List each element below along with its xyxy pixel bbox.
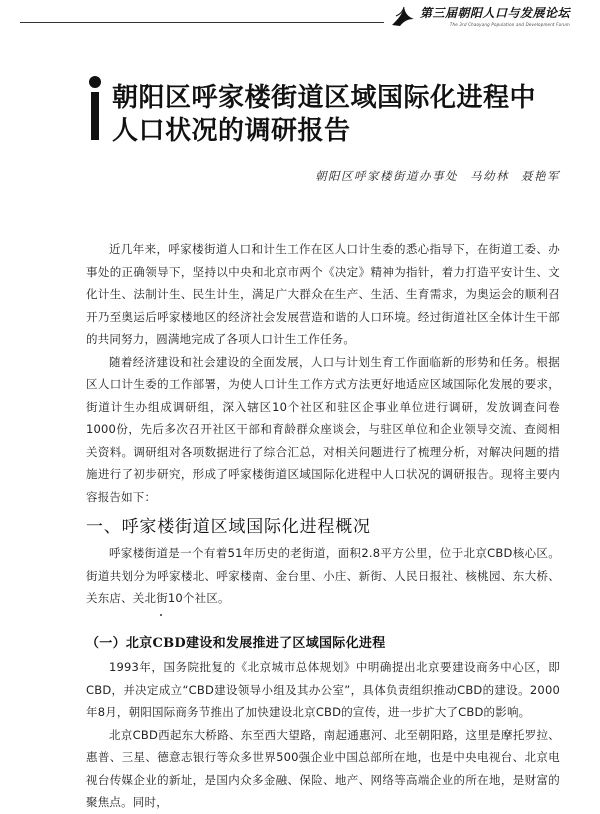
subsection-1-body <box>86 656 560 814</box>
author-org: 朝阳区呼家楼街道办事处 <box>315 169 458 183</box>
section-heading-1: 一、呼家楼街道区域国际化进程概况 <box>86 517 371 537</box>
authors <box>303 168 560 184</box>
title-line-1: 朝阳区呼家楼街道区域国际化进程中 <box>112 83 537 113</box>
subsection-1-paragraph-2: 北京CBD西起东大桥路、东至西大望路，南起通惠河、北至朝阳路，这里是摩托罗拉、惠普、三星、德意志银行等众多世界500强企业中国总部所在地，也是中央电视台、北京电视台传媒企业的新址，是国内众多金融、保险、地产、网络等高端企业的所在地，是财富的聚焦点。同时， <box>86 727 560 809</box>
header-subtitle: The 3rd Chaoyang Population and Development Forum <box>449 22 570 27</box>
header-logo <box>384 4 570 27</box>
author-1: 马幼林 <box>470 169 509 183</box>
bird-logo-icon <box>390 5 416 27</box>
section-1-paragraph: 呼家楼街道是一个有着51年历史的老街道，面积2.8平方公里，位于北京CBD核心区。街道共划分为呼家楼北、呼家楼南、金台里、小庄、新街、人民日报社、核桃园、东大桥、关东店、关北街10个社区。 <box>86 546 560 605</box>
section-1-body <box>86 542 560 610</box>
intro-paragraph-1: 近几年来，呼家楼街道人口和计生工作在区人口计生委的悉心指导下，在街道工委、办事处的正确领导下，坚持以中央和北京市两个《决定》精神为指针，着力打造平安计生、文化计生、法制计生、民生计生，满足广大群众在生产、生活、生育需求，为奥运会的顺利召开乃至奥运后呼家楼地区的经济社会发展营造和谐的人口环境。经过街道社区全体计生干部的共同努力，圆满地完成了各项人口计生工作任务。 <box>86 242 560 346</box>
title-line-2: 人口状况的调研报告 <box>112 116 351 146</box>
intro-paragraph-2: 随着经济建设和社会建设的全面发展，人口与计划生育工作面临新的形势和任务。根据区人口计生委的工作部署，为使人口计生工作方式方法更好地适应区域国际化发展的要求，街道计生办组成调研组，深入辖区10个社区和驻区企事业单位进行调研，发放调查问卷1000份，先后多次召开社区干部和育龄群众座谈会，与驻区单位和企业领导交流、查阅相关资料。调研组对各项数据进行了综合汇总，对相关问题进行了梳理分析，对解决问题的措施进行了初步研究，形成了呼家楼街道区域国际化进程中人口状况的调研报告。现将主要内容报告如下： <box>86 354 560 504</box>
subsection-heading-1: （一）北京CBD建设和发展推进了区域国际化进程 <box>86 636 386 651</box>
header-title: 第三届朝阳人口与发展论坛 <box>419 6 570 20</box>
article-title <box>88 82 558 148</box>
intro-body <box>86 238 560 508</box>
stray-dot <box>160 614 162 616</box>
author-2: 聂艳军 <box>521 169 560 183</box>
subsection-1-paragraph-1: 1993年，国务院批复的《北京城市总体规划》中明确提出北京要建设商务中心区，即CBD，并决定成立“CBD建设领导小组及其办公室”，具体负责组织推动CBD的建设。2000年8月，朝阳国际商务节推出了加快建设北京CBD的宣传，进一步扩大了CBD的影响。 <box>86 660 560 719</box>
